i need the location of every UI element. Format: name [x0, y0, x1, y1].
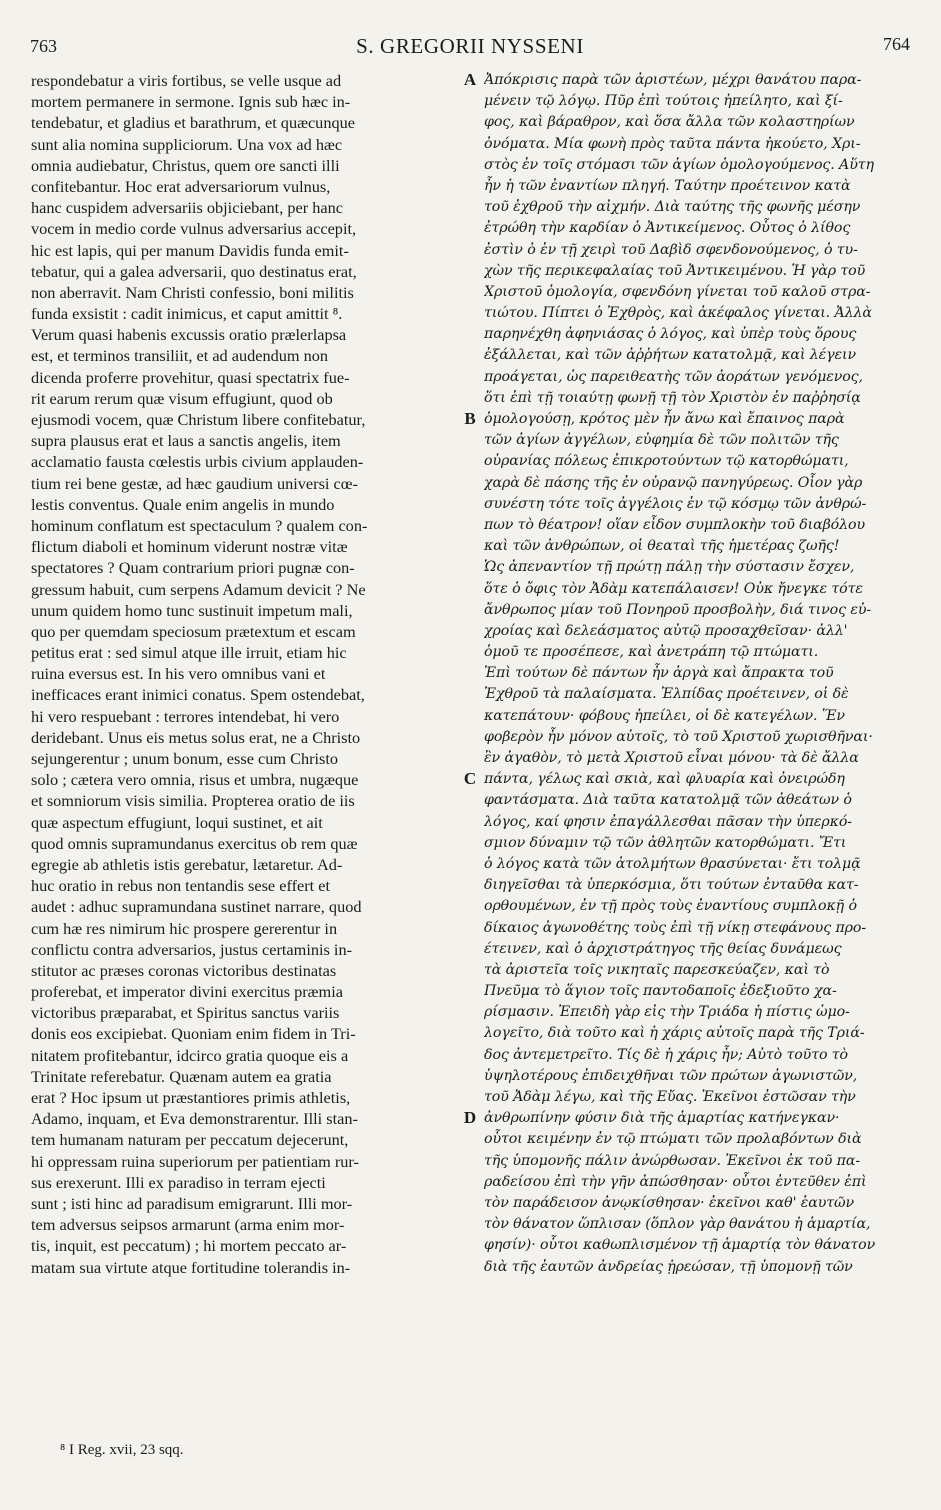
text-line: παρηνέχθη ἀφηνιάσας ὁ λόγος, καὶ ὑπὲρ τοὺς ὅρους [484, 326, 857, 343]
text-line: sunt alia nomina suppliciorum. Una vox ad hæc [31, 134, 343, 154]
text-line: conflictu contra adversarios, justus certaminis in- [31, 939, 353, 959]
text-line: ὀνόματα. Μία φωνὴ πρὸς ταῦτα πάντα ἠκούετο, Χρι- [484, 135, 861, 152]
text-line: Ἐπὶ τούτων δὲ πάντων ἦν ἀργὰ καὶ ἄπρακτα τοῦ [484, 665, 834, 682]
text-line: Trinitate referebatur. Quænam autem ea gratia [31, 1066, 332, 1086]
text-line: λόγος, καί φησιν ἐπαγάλλεσθαι πᾶσαν τὴν ὑπερκό- [484, 813, 852, 830]
text-line: Ἀπόκρισις παρὰ τῶν ἀριστέων, μέχρι θανάτου παρα- [484, 72, 862, 88]
running-title: S. GREGORII NYSSENI [356, 34, 584, 58]
text-line: ruina eversus est. In his vero omnibus vani et [31, 664, 326, 684]
text-line: φος, καὶ βάραθρον, καὶ ὅσα ἄλλα τῶν κολαστηρίων [484, 114, 855, 131]
text-line: διηγεῖσθαι τὰ ὑπερκόσμια, ὅτι τούτων ἐνταῦθα κατ- [484, 877, 859, 894]
text-line: tium rei bene gestæ, ad hæc gaudium universi cœ- [31, 473, 358, 493]
section-marker-b: B [464, 409, 476, 428]
greek-column [484, 70, 908, 1278]
text-line: τοῦ ἐχθροῦ τὴν αἰχμήν. Διὰ ταύτης τῆς φωνῆς μέσην [484, 199, 861, 216]
text-line: dicenda proferre provehitur, quasi spectatrix fue- [31, 367, 350, 387]
text-line: ὑψηλοτέρους ἐπιδειχθῆναι τῶν πρώτων ἀγωνιστῶν, [484, 1067, 858, 1084]
text-line: ὅτε ὁ ὄφις τὸν Ἀδὰμ κατεπάλαισεν! Οὐκ ἤνεγκε τότε [484, 580, 863, 597]
text-line: quæ aspectum effugiunt, loqui sustinet, et ait [31, 812, 323, 832]
text-line: audet : adhuc supramundana sustinet narrare, quod [31, 897, 362, 917]
text-line: ὁ λόγος κατὰ τῶν ἀτολμήτων θρασύνεται· ἔτι τολμᾷ [484, 855, 861, 872]
text-line: erat ? Hoc ipsum ut præstantiores primis athletis, [31, 1088, 351, 1107]
text-line: ἓν ἀγαθὸν, τὸ μετὰ Χριστοῦ εἶναι μόνου· τὰ δὲ ἄλλα [484, 750, 859, 766]
footnote: ⁸ I Reg. xvii, 23 sqq. [60, 1442, 184, 1458]
text-line: λογεῖτο, διὰ τοῦτο καὶ ἡ χάρις αὐτοῖς παρὰ τῆς Τριά- [484, 1025, 865, 1042]
text-line: ἀνθρωπίνην φύσιν διὰ τῆς ἁμαρτίας κατήνεγκαν· [484, 1110, 840, 1127]
text-line: respondebatur a viris fortibus, se velle usque ad [31, 71, 342, 90]
text-line: ἐτρώθη τὴν καρδίαν ὁ Ἀντικείμενος. Οὗτος ὁ λίθος [484, 220, 851, 237]
text-line: σμιον δύναμιν τῷ τῶν ἀθλητῶν κατορθώματι. Ἔτι [484, 834, 847, 851]
text-line: omnia audiebatur, Christus, quem ore sancti illi [31, 155, 340, 175]
text-line: supra plausus erat et laus a sanctis angelis, item [31, 431, 341, 451]
section-marker-d: D [463, 1108, 477, 1127]
text-line: donis eos excipiebat. Quoniam enim fidem in Tri- [31, 1024, 356, 1044]
text-line: τὰ ἀριστεῖα τοῖς νικηταῖς παρεσκεύαζεν, καὶ τὸ [484, 961, 830, 978]
text-line: hanc cuspidem adversariis objiciebant, per hanc [31, 198, 343, 218]
text-line: quo per quemdam speciosum prætextum et escam [31, 621, 356, 641]
text-line: tem adversus seipsos armarunt (arma enim mor- [31, 1215, 345, 1235]
text-line: non aberravit. Nam Christi confessio, boni militis [31, 282, 354, 302]
text-line: τιώτου. Πίπτει ὁ Ἐχθρὸς, καὶ ἀκέφαλος γίνεται. Ἀλλὰ [484, 305, 872, 322]
text-line: χὼν τῆς περικεφαλαίας τοῦ Ἀντικειμένου. Ἡ γὰρ τοῦ [484, 262, 866, 279]
text-line: χαρὰ δὲ πάσης τῆς ἐν οὐρανῷ πανηγύρεως. Οἷον γὰρ [484, 474, 863, 491]
right-page-number: 764 [883, 34, 910, 54]
text-line: ejusmodi vocem, quæ Christum libere confitebatur, [31, 410, 366, 429]
text-line: tem humanam naturam per peccatum dejecerunt, [31, 1130, 349, 1150]
text-line: sunt ; isti hinc ad paradisum emigrarunt. Illi mor- [31, 1193, 353, 1213]
text-line: ὅτι ἐπὶ τῇ τοιαύτῃ φωνῇ τῇ τὸν Χριστὸν ἐν παῤῥησίᾳ [484, 389, 861, 406]
text-line: inefficaces erant inimici conatus. Spem ostendebat, [31, 685, 365, 705]
text-line: quod omnis supramundanus exercitus ob rem quæ [31, 833, 358, 853]
text-line: τῆς ὑπομονῆς πάλιν ἀνώρθωσαν. Ἐκεῖνοι ἐκ τοῦ πα- [484, 1152, 861, 1169]
text-line: Πνεῦμα τὸ ἅγιον τοῖς παντοδαποῖς ἐδεξιοῦτο χα- [484, 983, 837, 1000]
text-line: lestis conventus. Quale enim angelis in mundo [31, 494, 335, 514]
text-line: Ἐχθροῦ τὰ παλαίσματα. Ἐλπίδας προέτεινεν, οἱ δὲ [484, 686, 849, 703]
text-line: ὁμολογούσῃ, κρότος μὲν ἦν ἄνω καὶ ἔπαινος παρὰ [484, 411, 845, 427]
text-line: ρίσμασιν. Ἐπειδὴ γὰρ εἰς τὴν Τριάδα ἡ πίστις ὡμο- [484, 1004, 850, 1021]
text-line: ὁμοῦ τε προσέπεσε, καὶ ἀνετράπη τῷ πτώματι. [484, 644, 819, 661]
text-line: tis, inquit, est peccatum) ; hi mortem peccato ar- [31, 1236, 347, 1256]
text-line: ἄνθρωπος μίαν τοῦ Πονηροῦ προσβολὴν, διά τινος εὐ- [484, 601, 872, 618]
text-line: gressum habuit, cum serpens Adamum devicit ? Ne [31, 579, 366, 599]
text-line: hominum conflatum est spectaculum ? qualem con- [31, 515, 368, 535]
text-line: οὐρανίας πόλεως ἐπικροτούντων τῷ κατορθώματι, [484, 453, 849, 470]
text-line: πάντα, γέλως καὶ σκιὰ, καὶ φλυαρία καὶ ὀνειρώδη [484, 771, 845, 788]
text-line: χροίας καὶ δελεάσματος αὐτῷ προσαχθεῖσαν· ἀλλ' [484, 622, 848, 639]
text-line: κατεπάτουν· φόβους ἠπείλει, οἱ δὲ κατεγέλων. Ἕν [484, 707, 845, 724]
text-line: ἐξάλλεται, καὶ τῶν ἀῤῥήτων κατατολμᾷ, καὶ λέγειν [484, 347, 857, 364]
text-line: vocem in medio corde vulnus adversarius accepit, [31, 219, 357, 239]
text-line: huc oratio in rebus non tentandis sese effert et [31, 876, 331, 896]
text-line: flictum diaboli et hominum viderunt nostræ vitæ [31, 537, 348, 557]
text-line: στὸς ἐν τοῖς στόμασι τῶν ἁγίων ὁμολογούμενος. Αὕτη [484, 156, 874, 173]
text-line: hic est lapis, qui per manum Davidis funda emit- [31, 240, 349, 260]
text-line: πων τὸ θέατρον! οἵαν εἶδον συμπλοκὴν τοῦ διαβόλου [484, 516, 865, 533]
text-line: τοῦ Ἀδὰμ λέγω, καὶ τῆς Εὔας. Ἐκεῖνοι ἐστῶσαν τὴν [484, 1089, 856, 1105]
text-line: acclamatio fausta cœlestis urbis civium applauden- [31, 452, 364, 472]
text-line: tendebatur, et gladius et barathrum, et quæcunque [31, 113, 355, 133]
text-line: Χριστοῦ ὁμολογία, σφενδόνη γίνεται τοῦ καλοῦ στρα- [484, 283, 871, 300]
text-line: καὶ τῶν ἀνθρώπων, οἱ θεαταὶ τῆς ἡμετέρας ζωῆς! [484, 538, 840, 555]
text-line: hi oppressam ruina superiorum per patientiam rur- [31, 1151, 359, 1171]
latin-column [31, 70, 463, 1278]
text-line: est, et terminos transiliit, et ad audendum non [31, 346, 329, 366]
text-line: φαντάσματα. Διὰ ταῦτα κατατολμᾷ τῶν ἀθεάτων ὁ [484, 792, 852, 809]
text-line: solo ; cætera vero omnia, risus et umbra, nugæque [31, 770, 359, 790]
text-line: συνέστη τότε τοῖς ἀγγέλοις ἐν τῷ κόσμῳ τῶν ἀνθρώ- [484, 495, 867, 512]
text-line: Ὡς ἀπεναντίον τῇ πρώτῃ πάλῃ τὴν σύστασιν ἔσχεν, [484, 559, 855, 576]
text-line: sus erexerunt. Illi ex paradiso in terram ejecti [31, 1172, 326, 1192]
text-line: et somniorum visis similia. Propterea oratio de iis [31, 791, 355, 811]
left-page-number: 763 [30, 36, 57, 56]
text-line: cum hæ res nimirum hic prospere gererentur in [31, 918, 338, 938]
text-line: φοβερὸν ἦν μόνον αὐτοῖς, τὸ τοῦ Χριστοῦ χωρισθῆναι· [484, 728, 873, 745]
text-line: τῶν ἁγίων ἀγγέλων, εὐφημία δὲ τῶν πολιτῶν τῆς [484, 432, 839, 449]
text-line: ἐστὶν ὁ ἐν τῇ χειρὶ τοῦ Δαβὶδ σφενδονούμενος, ὁ τυ- [484, 241, 858, 258]
text-line: proferebat, et imperator divini exercitus præmia [31, 982, 343, 1002]
text-line: petitus erat : sed simul atque ille irruit, etiam hic [31, 643, 347, 663]
text-line: unum quidem homo tunc sustinuit impetum mali, [31, 600, 353, 620]
text-line: διὰ τῆς ἑαυτῶν ἀνδρείας ᾑρεώσαν, τῇ ὑπομονῇ τῶν [484, 1258, 853, 1275]
text-line: μένειν τῷ λόγῳ. Πῦρ ἐπὶ τούτοις ἠπείλητο, καὶ ξί- [484, 93, 843, 110]
text-line: deridebant. Unus eis metus solus erat, ne a Christo [31, 727, 361, 747]
text-line: Adamo, inquam, et Eva demonstrarentur. Illi stan- [31, 1109, 358, 1129]
text-line: funda exsistit : cadit inimicus, et caput amittit ⁸. [31, 304, 343, 324]
text-line: nitatem profitebantur, idcirco gratia quoque eis a [31, 1045, 349, 1065]
section-marker-c: C [463, 769, 477, 788]
text-line: mortem permanere in sermone. Ignis sub hæc in- [31, 92, 351, 112]
page-header [30, 28, 910, 60]
text-line: confitebantur. Hoc erat adversariorum vulnus, [31, 176, 331, 196]
section-marker-a: A [463, 70, 477, 89]
text-line: δος ἀντεμετρεῖτο. Τίς δὲ ἡ χάρις ἦν; Αὐτὸ τοῦτο τὸ [484, 1046, 849, 1063]
text-line: stitutor ac præses coronas victoribus destinatas [31, 960, 337, 980]
text-line: sejungerentur ; unum bonum, esse cum Christo [31, 749, 339, 768]
text-line: ραδείσου ἐπὶ τὴν γῆν ἀπώσθησαν· οὗτοι ἐντεῦθεν ἐπὶ [484, 1173, 867, 1190]
text-line: τὸν θάνατον ὥπλισαν (ὅπλον γὰρ θανάτου ἡ ἁμαρτία, [484, 1216, 871, 1233]
text-line: τὸν παράδεισον ἀνῳκίσθησαν· ἐκεῖνοι καθ' ἑαυτῶν [484, 1194, 855, 1211]
text-line: Verum quasi habenis excussis oratio prælerlapsa [31, 325, 347, 345]
text-line: rit earum rerum quæ visum effugiunt, quod ob [31, 388, 333, 408]
text-line: ορθουμένων, ἐν τῇ πρὸς τοὺς ἐναντίους συμπλοκῇ ὁ [484, 898, 857, 915]
text-line: victoribus præparabat, et Spiritus sanctus variis [31, 1003, 340, 1023]
text-line: tebatur, qui a galea adversarii, quo destinatus erat, [31, 261, 357, 281]
text-line: matam sua virtute atque fortitudine tolerandis in- [31, 1257, 351, 1277]
text-line: egregie ab athletis istis gerebatur, lætaretur. Ad- [31, 854, 343, 874]
text-line: hi vero respuebant : terrores intendebat, hi vero [31, 706, 340, 726]
text-line: έτεινεν, καὶ ὁ ἀρχιστράτηγος τῆς θείας δυνάμεως [484, 940, 842, 957]
text-line: οὗτοι κειμένην ἐν τῷ πτώματι τῶν προλαβόντων διὰ [484, 1131, 862, 1148]
text-line: ἦν ἡ τῶν ἐναντίων πληγή. Ταύτην προέτεινον κατὰ [484, 177, 851, 194]
text-line: φησίν)· οὗτοι καθωπλισμένον τῇ ἁμαρτίᾳ τὸν θάνατον [484, 1237, 876, 1254]
text-line: δίκαιος ἀγωνοθέτης τοὺς ἐπὶ τῇ νίκῃ στεφάνους προ- [484, 919, 867, 936]
text-line: προάγεται, ὡς παρειθεατὴς τῶν ἀοράτων γενόμενος, [484, 368, 863, 385]
text-line: spectatores ? Quam contrarium priori pugnæ con- [31, 558, 355, 578]
